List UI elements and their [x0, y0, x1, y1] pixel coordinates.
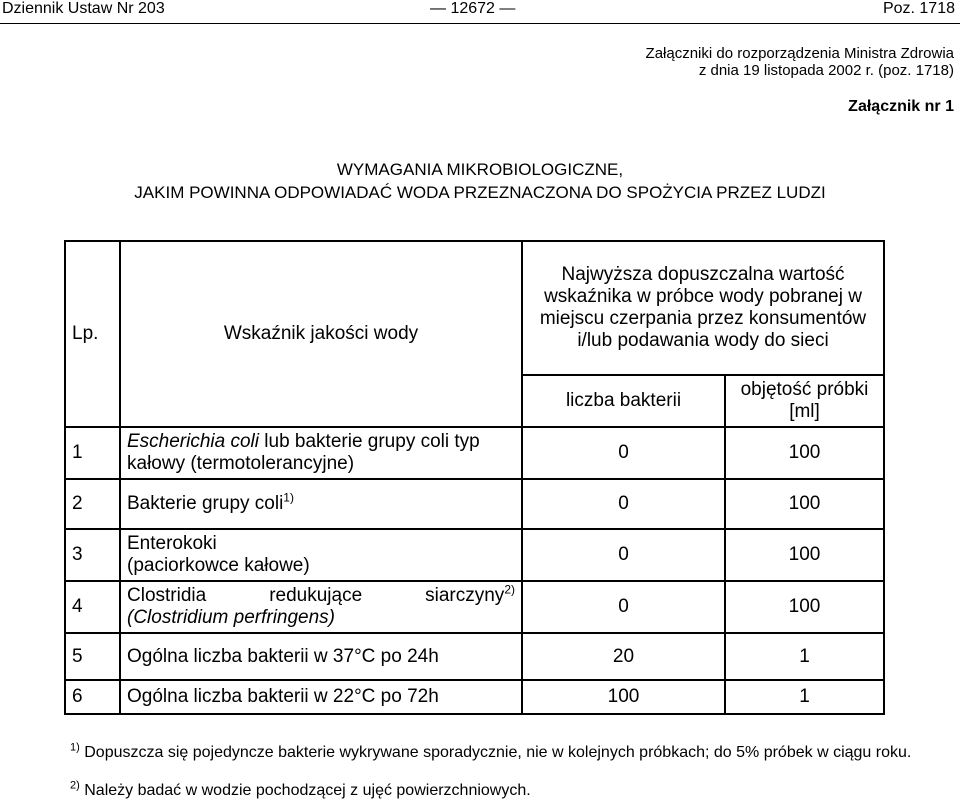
row-lp: 6 — [65, 680, 120, 714]
journal-title: Dziennik Ustaw Nr 203 — [2, 0, 165, 17]
indicator-line1: Enterokoki — [127, 533, 217, 554]
annex-reference-line2: z dnia 19 listopada 2002 r. (poz. 1718) — [698, 62, 954, 79]
table-row — [65, 427, 884, 479]
position-number: Poz. 1718 — [882, 0, 955, 17]
annex-reference — [646, 45, 954, 79]
row-count: 20 — [522, 633, 725, 680]
header-rule — [0, 23, 960, 24]
header-bacteria-count: liczba bakterii — [522, 375, 725, 427]
table-row — [65, 633, 884, 680]
footnote-text: Dopuszcza się pojedyncze bakterie wykrywane sporadycznie, nie w kolejnych próbkach; do 5% próbek w ciągu roku. — [84, 744, 912, 761]
row-indicator — [120, 529, 522, 581]
row-count: 0 — [522, 529, 725, 581]
row-indicator — [120, 479, 522, 529]
indicator-line1 — [127, 582, 515, 607]
row-lp: 1 — [65, 427, 120, 479]
footnote-mark: 2) — [70, 779, 80, 792]
table-row — [65, 680, 884, 714]
footnote-1 — [70, 741, 930, 762]
indicator-text: lub bakterie grupy coli typ kałowy (termotolerancyjne) — [127, 431, 480, 474]
header-sample-volume: objętość próbki [ml] — [725, 375, 884, 427]
row-lp: 4 — [65, 581, 120, 633]
row-count: 0 — [522, 479, 725, 529]
row-indicator — [120, 581, 522, 633]
header-lp: Lp. — [65, 241, 120, 427]
indicator-italic: Escherichia coli — [127, 431, 259, 452]
annex-reference-line1: Załączniki do rozporządzenia Ministra Zdrowia — [645, 45, 954, 62]
row-volume: 100 — [725, 427, 884, 479]
annex-number: Załącznik nr 1 — [848, 98, 954, 115]
requirements-table — [64, 240, 885, 715]
table-row — [65, 529, 884, 581]
header-max-value: Najwyższa dopuszczalna wartość wskaźnika w próbce wody pobranej w miejscu czerpania przez konsumentów i/lub podawania wody do sieci — [522, 241, 884, 375]
indicator-word: siarczyny$^{2)}$ — [425, 582, 515, 606]
row-lp: 3 — [65, 529, 120, 581]
row-volume: 100 — [725, 529, 884, 581]
document-title-line2: JAKIM POWINNA ODPOWIADAĆ WODA PRZEZNACZONA DO SPOŻYCIA PRZEZ LUDZI — [134, 183, 826, 202]
row-count: 100 — [522, 680, 725, 714]
document-title-line1: WYMAGANIA MIKROBIOLOGICZNE, — [336, 160, 624, 179]
row-indicator — [120, 427, 522, 479]
row-volume: 100 — [725, 479, 884, 529]
header-indicator: Wskaźnik jakości wody — [120, 241, 522, 427]
row-volume: 1 — [725, 680, 884, 714]
row-volume: 100 — [725, 581, 884, 633]
page-header — [0, 0, 960, 18]
footnote-text: Należy badać w wodzie pochodzącej z ujęć powierzchniowych. — [84, 782, 531, 799]
indicator-line2: (paciorkowce kałowe) — [127, 555, 310, 576]
table-header-row — [65, 241, 884, 375]
indicator-line2: (Clostridium perfringens) — [127, 607, 336, 628]
row-volume: 1 — [725, 633, 884, 680]
footnote-ref: 1) — [283, 490, 294, 505]
indicator-word: Clostridia — [127, 585, 207, 606]
footnote-ref: 2) — [504, 582, 515, 597]
row-count: 0 — [522, 581, 725, 633]
row-lp: 5 — [65, 633, 120, 680]
row-indicator: Ogólna liczba bakterii w 22°C po 72h — [120, 680, 522, 714]
footnote-2 — [70, 779, 930, 800]
footnote-mark: 1) — [70, 741, 80, 754]
table-row — [65, 479, 884, 529]
row-lp: 2 — [65, 479, 120, 529]
table-row — [65, 581, 884, 633]
indicator-word: redukujące — [269, 585, 363, 606]
row-indicator: Ogólna liczba bakterii w 37°C po 24h — [120, 633, 522, 680]
indicator-text: Bakterie grupy coli — [127, 493, 284, 514]
row-count: 0 — [522, 427, 725, 479]
page-number: — 12672 — — [430, 0, 516, 17]
